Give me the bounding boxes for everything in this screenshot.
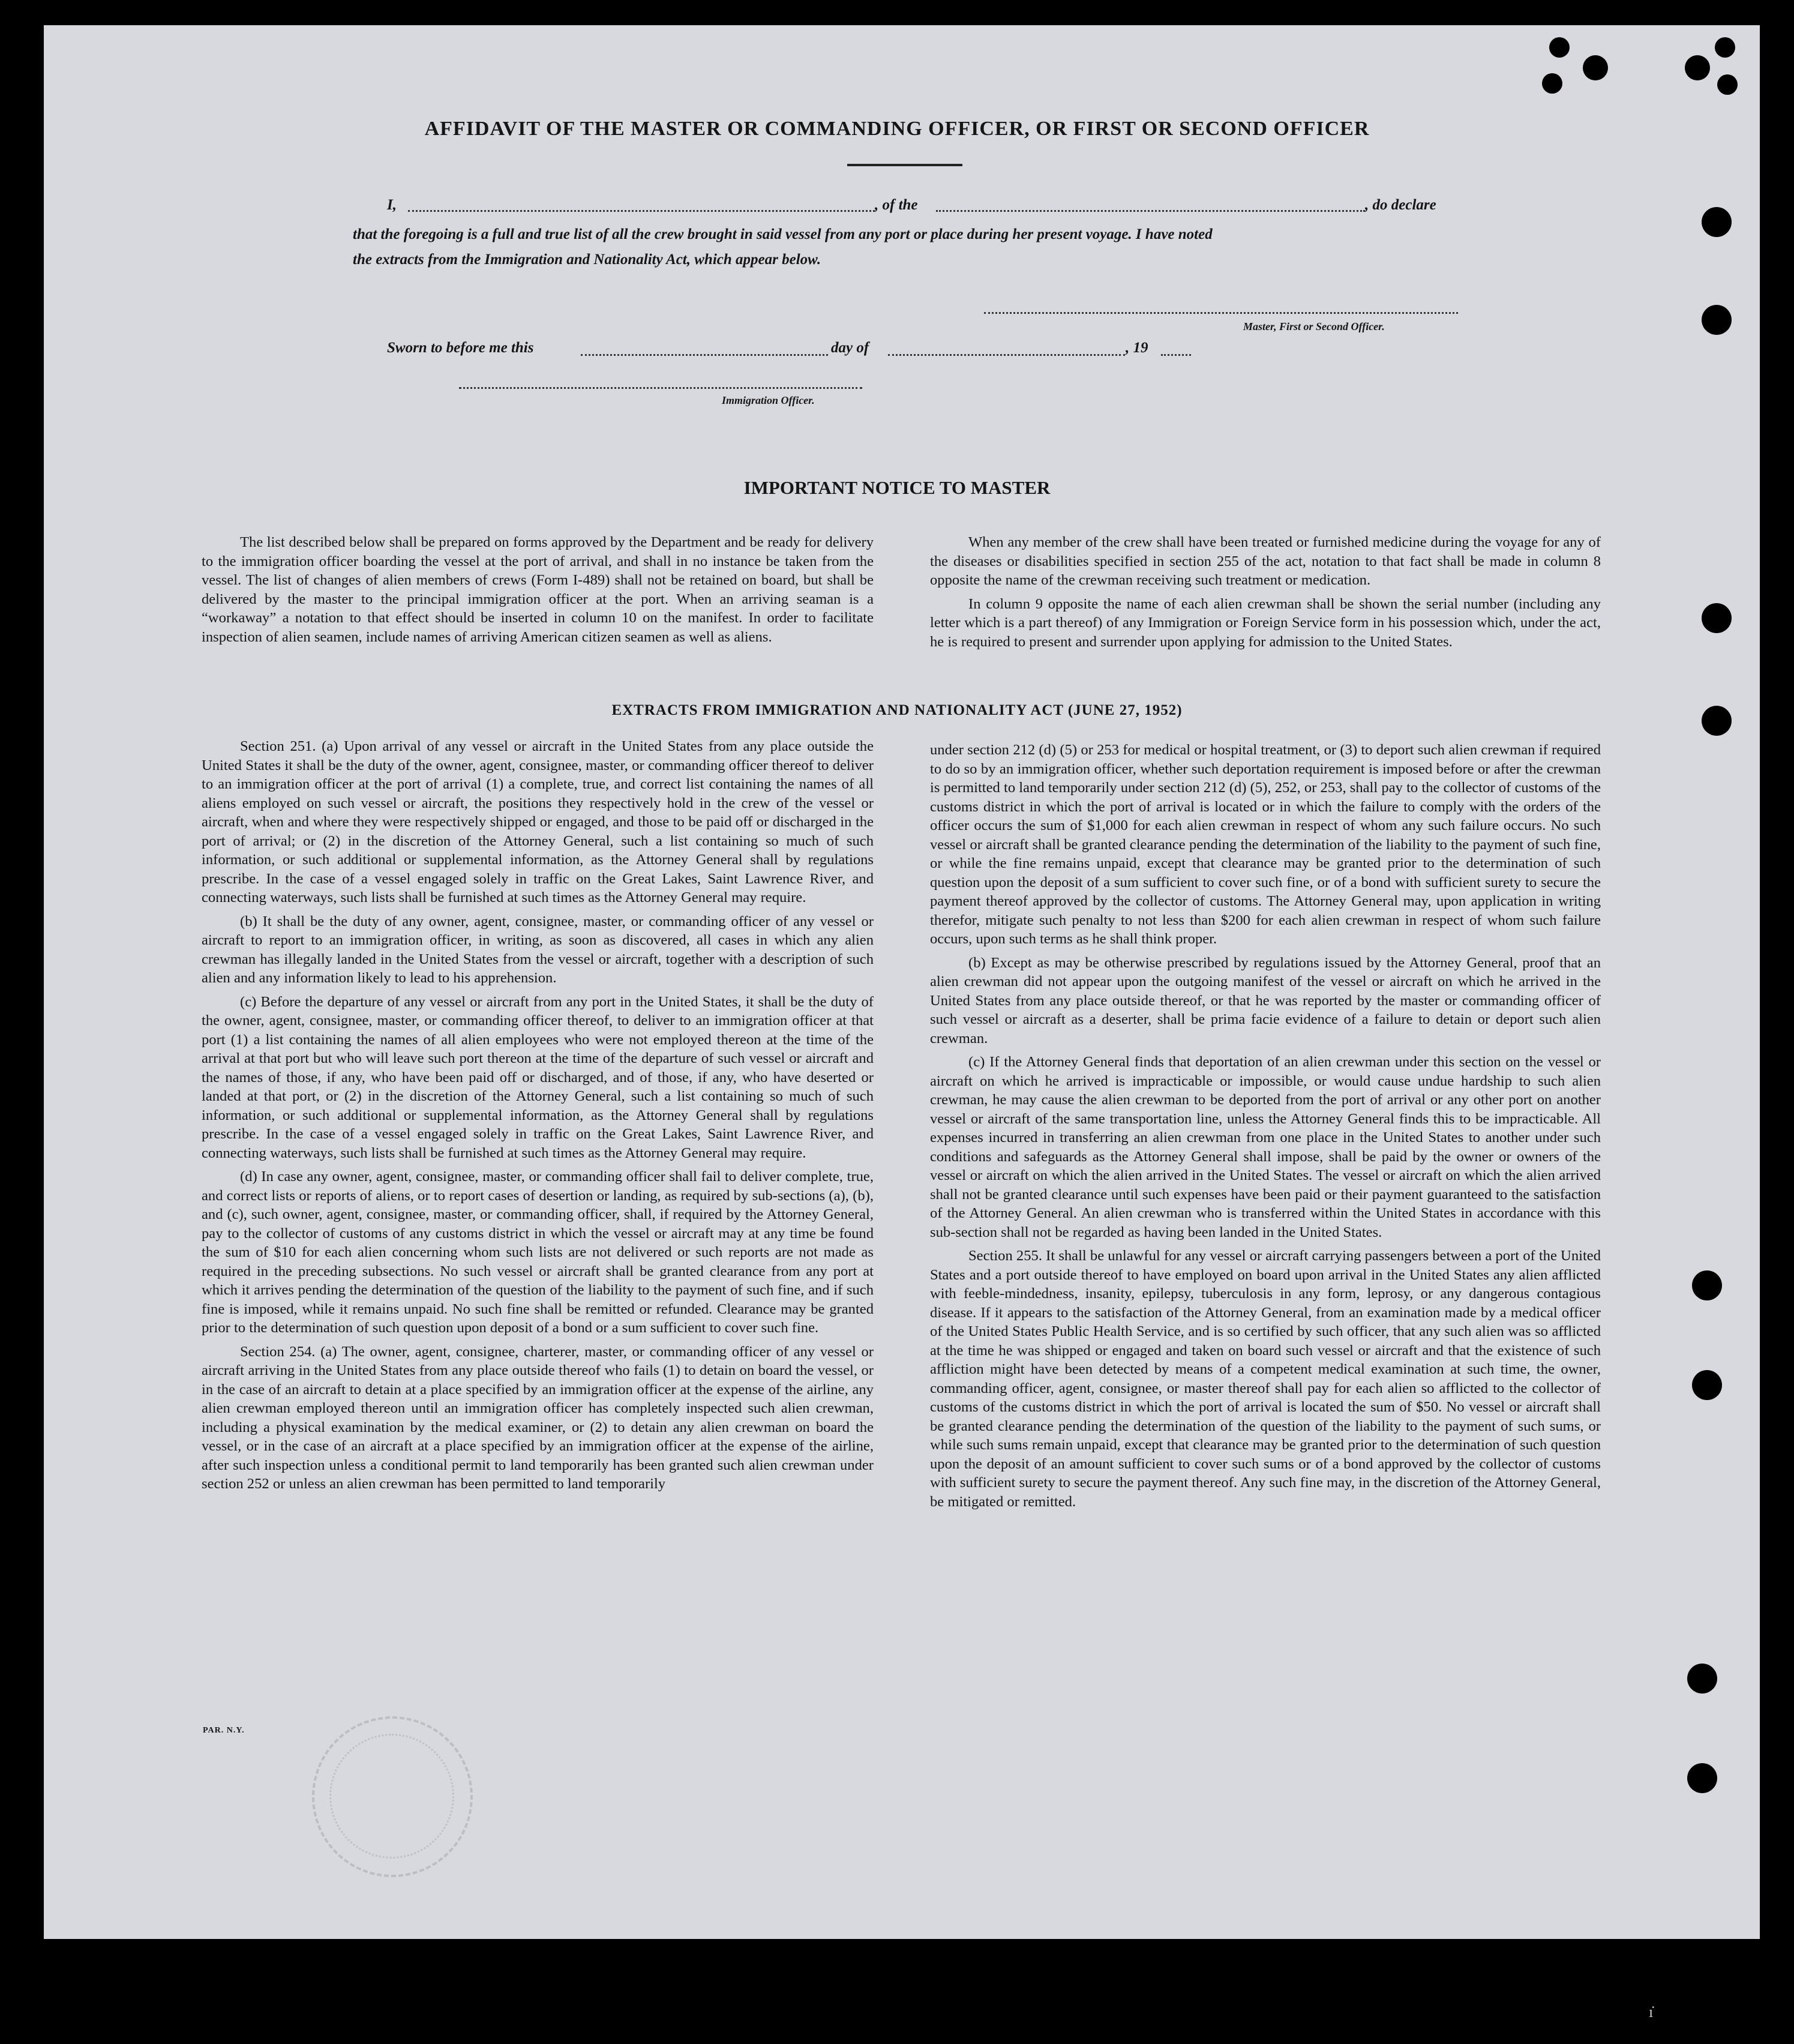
of-the-label: , of the	[875, 197, 918, 213]
sworn-month-field[interactable]	[888, 354, 1125, 356]
master-signature-caption: Master, First or Second Officer.	[1243, 320, 1385, 332]
year-label: , 19	[1126, 340, 1148, 356]
printer-mark: PAR. N.Y.	[203, 1726, 245, 1735]
notice-title: IMPORTANT NOTICE TO MASTER	[743, 477, 1051, 498]
declaration-statement-1: that the foregoing is a full and true list of all the crew brought in said vessel from any port or place during her present voyage. I have noted	[353, 226, 1213, 242]
extract-paragraph: (c) If the Attorney General finds that deportation of an alien crewman under this section on the vessel or aircraft on which he arrived is impracticable or impossible, or would cause undue hardship to such alien crewman, he may cause the alien crewman to be deported from the port of arrival or any other port on another vessel or aircraft of the same transportation line, unless the Attorney General finds this to be impracticable. All expenses incurred in transferring an alien crewman from one place in the United States to another under such conditions and safeguards as the Attorney General shall impose, shall be paid by the owner or owners of the vessel or aircraft on which the alien arrived in the United States. The vessel or aircraft on which the alien arrived shall not be granted clearance until such expenses have been paid or their payment guaranteed to the satisfaction of the Attorney General. An alien crewman who is transferred within the United States in accordance with this sub-section shall not be regarded as having been landed in the United States.	[930, 1054, 1601, 1240]
corner-mark: ı̇	[1649, 2003, 1654, 2021]
punch-hole	[1702, 207, 1732, 237]
extract-paragraph: Section 254. (a) The owner, agent, consignee, charterer, master, or commanding officer of any vessel or aircraft arriving in the United States from any place outside thereof who fails (1) to detain on board the vessel, or in the case of an aircraft to detain at a place specified by an immigration officer at the expense of the airline, any alien crewman employed thereon until an immigration officer has completely inspected such alien crewman, including a physical examination by the medical examiner, or (2) to detain any alien crewman on board the vessel, or in the case of an aircraft at a place specified by an immigration officer at the expense of the airline, after such inspection unless a conditional permit to land temporarily has been granted such alien crewman under section 252 or unless an alien crewman has been permitted to land temporarily	[202, 1343, 874, 1492]
punch-hole	[1542, 73, 1562, 94]
sworn-label: Sworn to before me this	[387, 340, 534, 356]
title-rule	[847, 164, 962, 166]
punch-hole	[1717, 74, 1738, 95]
punch-hole	[1702, 603, 1732, 633]
declarant-name-field[interactable]	[408, 210, 875, 212]
do-declare-label: , do declare	[1365, 197, 1436, 213]
extract-paragraph: (b) It shall be the duty of any owner, agent, consignee, master, or commanding officer of any vessel or aircraft to report to an immigration officer, in writing, as soon as discovered, all cases in which any alien crewman has illegally landed in the United States from the vessel or aircraft, together with a description of such alien and any information likely to lead to his apprehension.	[202, 913, 874, 986]
punch-hole	[1687, 1664, 1717, 1694]
extracts-left-column	[202, 737, 874, 1494]
master-signature-field[interactable]	[984, 312, 1458, 314]
notice-left-column	[202, 533, 874, 646]
affidavit-title: AFFIDAVIT OF THE MASTER OR COMMANDING OFFICER, OR FIRST OR SECOND OFFICER	[424, 118, 1370, 140]
extract-paragraph: Section 255. It shall be unlawful for any vessel or aircraft carrying passengers between a port of the United States and a port outside thereof to have employed on board upon arrival in the United States any alien afflicted with feeble-mindedness, insanity, epilepsy, tuberculosis in any form, leprosy, or any dangerous contagious disease. If it appears to the satisfaction of the Attorney General, from an examination made by a medical officer of the United States Public Health Service, and is so certified by such officer, that any such alien was so afflicted at the time he was shipped or engaged and taken on board such vessel or aircraft and that the existence of such affliction might have been detected by means of a competent medical examination at such time, the owner, commanding officer, agent, consignee, or master thereof shall pay for each alien so afflicted to the collector of customs of the customs district in which the port of arrival is located the sum of $50. No vessel or aircraft shall be granted clearance pending the determination of the question of the liability to the payment of such sums, or while such sums remain unpaid, except that clearance may be granted prior to the determination of such question upon the deposit of an amount sufficient to cover such sums or of a bond approved by the collector of customs with sufficient surety to secure the payment thereof. Any such fine may, in the discretion of the Attorney General, be mitigated or remitted.	[930, 1248, 1601, 1510]
punch-hole	[1687, 1763, 1717, 1793]
notice-paragraph: In column 9 opposite the name of each alien crewman shall be shown the serial number (including any letter which is a part thereof) of any Immigration or Foreign Service form in his possession which, under the act, he is required to present and surrender upon applying for admission to the United States.	[930, 595, 1601, 650]
notice-paragraph: When any member of the crew shall have been treated or furnished medicine during the voyage for any of the diseases or disabilities specified in section 255 of the act, notation to that fact shall be made in column 8 opposite the name of the crewman receiving such treatment or medication.	[930, 534, 1601, 588]
punch-hole	[1549, 37, 1570, 58]
notice-paragraph: The list described below shall be prepared on forms approved by the Department and be ready for delivery to the immigration officer boarding the vessel at the port of arrival, and shall in no instance be taken from the vessel. The list of changes of alien members of crews (Form I-489) shall not be retained on board, but shall be delivered by the master to the principal immigration officer at the port. When an arriving seaman is a “workaway” a notation to that effect should be inserted in column 10 on the manifest. In order to facilitate inspection of alien seamen, include names of arriving American citizen seamen as well as aliens.	[202, 534, 874, 645]
punch-hole	[1692, 1370, 1722, 1400]
vessel-name-field[interactable]	[936, 210, 1365, 212]
punch-hole	[1692, 1270, 1722, 1300]
extract-paragraph: (b) Except as may be otherwise prescribed by regulations issued by the Attorney General, proof that an alien crewman did not appear upon the outgoing manifest of the vessel or aircraft on which he arrived in the United States from any place outside thereof, or that he was reported by the master or commanding officer of such vessel or aircraft as a deserter, shall be prima facie evidence of a failure to detain or deport such alien crewman.	[930, 954, 1601, 1047]
punch-hole	[1583, 55, 1608, 80]
notice-right-column	[930, 533, 1601, 651]
punch-hole	[1685, 55, 1710, 80]
immigration-officer-caption: Immigration Officer.	[722, 394, 815, 406]
extract-paragraph: (c) Before the departure of any vessel or aircraft from any port in the United States, it shall be the duty of the owner, agent, consignee, master, or commanding officer thereof, to deliver to an immigration officer at that port (1) a list containing the names of all alien employees who were not employed thereon at the time of the arrival at that port but who will leave such port thereon at the time of the departure of such vessel or aircraft and the names of those, if any, who have been paid off or discharged, and of those, if any, who have deserted or landed at that port, or (2) in the discretion of the Attorney General, such a list containing so much of such information, or such additional or supplemental information, as the Attorney General shall by regulations prescribe. In the case of a vessel engaged solely in traffic on the Great Lakes, Saint Lawrence River, and connecting waterways, such lists shall be furnished at such times as the Attorney General may require.	[202, 993, 874, 1161]
extract-paragraph: under section 212 (d) (5) or 253 for medical or hospital treatment, or (3) to deport such alien crewman if required to do so by an immigration officer, whether such deportation requirement is imposed before or after the crewman is permitted to land temporarily under section 212 (d) (5), 252, or 253, shall pay to the collector of customs of the customs district in which the port of arrival is located or in which the failure to comply with the orders of the officer occurs the sum of $1,000 for each alien crewman in respect of whom any such failure occurs. No such vessel or aircraft shall be granted clearance pending the determination of the liability to the payment of such fine, or while the fine remains unpaid, except that clearance may be granted prior to the determination of such question upon the deposit of a sum sufficient to cover such fine, or of a bond with sufficient surety to secure the payment thereof approved by the collector of customs. The Attorney General may, upon application in writing therefor, mitigate such penalty to not less than $200 for each alien crewman in respect of whom such failure occurs, upon such terms as he shall think proper.	[930, 742, 1601, 947]
declaration-statement-2: the extracts from the Immigration and Nationality Act, which appear below.	[353, 251, 821, 268]
immigration-officer-signature-field[interactable]	[459, 387, 862, 389]
punch-hole	[1715, 37, 1735, 58]
faded-seal-stamp	[312, 1716, 473, 1877]
extract-paragraph: Section 251. (a) Upon arrival of any vessel or aircraft in the United States from any place outside the United States it shall be the duty of the owner, agent, consignee, master, or commanding officer thereof to deliver to an immigration officer at the port of arrival (1) a complete, true, and correct list containing the names of all aliens employed on such vessel or aircraft, the positions they respectively hold in the crew of the vessel or aircraft, when and where they were respectively shipped or engaged, and those to be paid off or discharged in the port of arrival; or (2) in the discretion of the Attorney General, such a list containing so much of such information, or such additional or supplemental information, as the Attorney General shall by regulations prescribe. In the case of a vessel engaged solely in traffic on the Great Lakes, Saint Lawrence River, and connecting waterways, such lists shall be furnished at such times as the Attorney General may require.	[202, 738, 874, 906]
day-of-label: day of	[831, 340, 869, 356]
punch-hole	[1702, 305, 1732, 335]
sworn-year-field[interactable]	[1161, 354, 1191, 356]
extracts-title: EXTRACTS FROM IMMIGRATION AND NATIONALITY ACT (JUNE 27, 1952)	[611, 702, 1183, 718]
declarant-label: I,	[387, 197, 397, 213]
extracts-right-column	[930, 741, 1601, 1511]
sworn-day-field[interactable]	[581, 354, 828, 356]
extract-paragraph: (d) In case any owner, agent, consignee, master, or commanding officer shall fail to deliver complete, true, and correct lists or reports of aliens, or to report cases of desertion or landing, as required by sub-sections (a), (b), and (c), such owner, agent, consignee, master, or commanding officer, shall, if required by the Attorney General, pay to the collector of customs of any customs district in which the vessel or aircraft may at any time be found the sum of $10 for each alien concerning whom such lists are not delivered or such reports are not made as required in the preceding subsections. No such vessel or aircraft shall be granted clearance from any port at which it arrives pending the determination of the question of the liability to the payment of such fine, and if such fine is imposed, while it remains unpaid. No such fine shall be remitted or refunded. Clearance may be granted prior to the determination of such question upon deposit of a bond or a sum sufficient to cover such fine.	[202, 1168, 874, 1336]
